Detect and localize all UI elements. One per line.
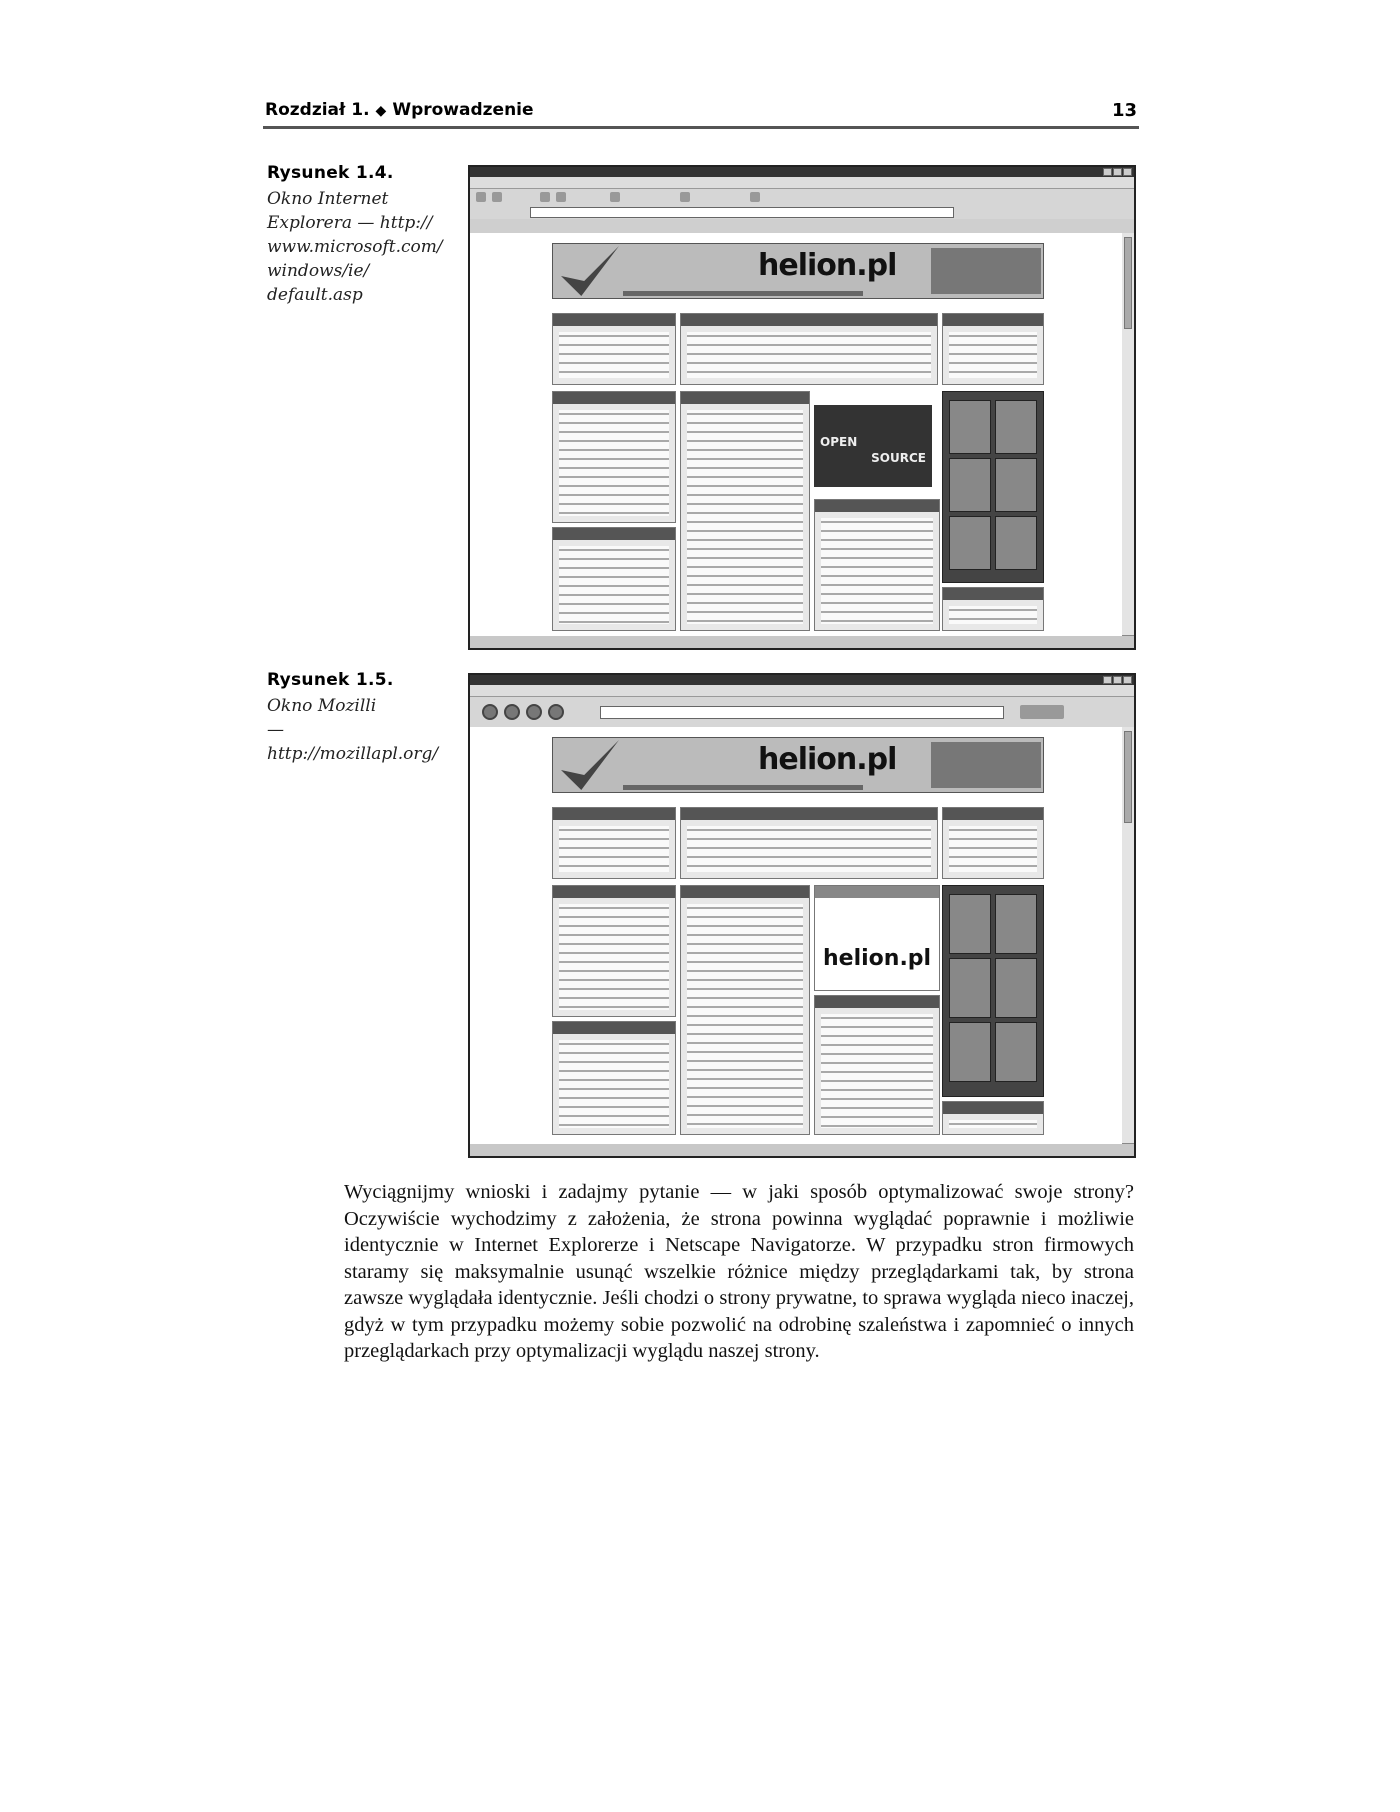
checkmark-logo-icon <box>561 740 619 790</box>
history-icon <box>750 192 760 202</box>
status-bar <box>470 1143 1134 1156</box>
url-field <box>600 706 1004 719</box>
search-box <box>552 313 676 385</box>
categories-box <box>552 1021 676 1135</box>
favorites-icon <box>680 192 690 202</box>
body-paragraph: Wyciągnijmy wnioski i zadajmy pytanie — w jaki sposób optymalizować swoje strony? Oczywiście wychodzimy z założenia, że strona powinna wyglądać poprawnie i możliwie identycznie w Internet Explorerze i Netscape Navigatorze. W przypadku stron firmowych staramy się maksymalnie usunąć wszelkie różnice między przeglądarkami tak, by strona zawsze wyglądała identycznie. Jeśli chodzi o strony prywatne, to sprawa wygląda nieco inaczej, gdyż w tym przypadku możemy sobie pozwolić na odrobinę szaleństwa i zapomnieć o innych przeglądarkach przy optymalizacji wyglądu naszej strony. <box>344 1181 1134 1362</box>
figure-caption-1-4 <box>267 163 457 307</box>
scroll-thumb <box>1124 237 1132 329</box>
chapter-heading <box>265 100 534 120</box>
maximize-icon <box>1113 168 1122 176</box>
book-covers <box>942 885 1044 1097</box>
figure-caption-1-5 <box>267 670 457 766</box>
status-bar <box>470 635 1134 648</box>
address-field <box>530 207 954 218</box>
menu-bar <box>470 177 1134 189</box>
banner-graphic <box>931 742 1041 788</box>
forward-icon <box>492 192 502 202</box>
links-bar <box>470 219 1134 234</box>
caption-line: www.microsoft.com/ <box>267 237 443 257</box>
articles-box <box>680 885 810 1135</box>
banner-bar <box>623 291 863 296</box>
close-icon <box>1123 676 1132 684</box>
close-icon <box>1123 168 1132 176</box>
home-icon <box>556 192 566 202</box>
poll-box <box>814 995 940 1135</box>
minimize-icon <box>1103 676 1112 684</box>
page-number: 13 <box>1111 100 1137 121</box>
menu-box <box>942 807 1044 879</box>
figure-number: Rysunek 1.4. <box>267 163 394 183</box>
site-banner <box>552 737 1044 793</box>
caption-line: Okno Internet <box>267 189 389 209</box>
banner-graphic <box>931 248 1041 294</box>
poll-box <box>814 499 940 631</box>
newsletter-box <box>552 885 676 1017</box>
banner-bar <box>623 785 863 790</box>
forward-icon <box>504 704 520 720</box>
web-page <box>470 233 1122 636</box>
menu-box <box>942 313 1044 385</box>
caption-line: — http://mozillapl.org/ <box>267 720 439 764</box>
navigation-toolbar <box>470 697 1134 728</box>
news-box <box>680 313 938 385</box>
window-titlebar <box>470 675 1134 685</box>
caption-line: windows/ie/ <box>267 261 370 281</box>
promo-bottom-text: SOURCE <box>871 451 926 465</box>
window-buttons <box>1103 676 1132 684</box>
stop-icon <box>548 704 564 720</box>
search-button <box>1020 705 1064 719</box>
back-icon <box>482 704 498 720</box>
mozilla-screenshot <box>468 673 1136 1158</box>
menu-bar <box>470 685 1134 697</box>
reload-icon <box>526 704 542 720</box>
scroll-thumb <box>1124 731 1132 823</box>
web-page <box>470 727 1122 1144</box>
site-logo-text: helion.pl <box>758 248 897 283</box>
bestseller-box <box>942 1101 1044 1135</box>
figure-caption-text <box>267 187 457 307</box>
minimize-icon <box>1103 168 1112 176</box>
header-rule <box>263 126 1139 129</box>
caption-line: Explorera — http:// <box>267 213 433 233</box>
search-icon <box>610 192 620 202</box>
articles-box <box>680 391 810 631</box>
categories-box <box>552 527 676 631</box>
caption-line: Okno Mozilli <box>267 696 377 716</box>
site-banner <box>552 243 1044 299</box>
caption-line: default.asp <box>267 285 363 305</box>
site-logo-text: helion.pl <box>758 742 897 777</box>
back-icon <box>476 192 486 202</box>
toolbar <box>470 189 1134 206</box>
vertical-scrollbar <box>1121 233 1134 636</box>
diamond-icon: ◆ <box>375 103 387 119</box>
book-covers <box>942 391 1044 583</box>
maximize-icon <box>1113 676 1122 684</box>
promo-top-text: OPEN <box>820 435 858 449</box>
window-titlebar <box>470 167 1134 177</box>
address-bar <box>470 205 1134 220</box>
running-header <box>265 100 1137 126</box>
window-buttons <box>1103 168 1132 176</box>
ie-screenshot <box>468 165 1136 650</box>
promo-logo-text: helion.pl <box>823 946 932 971</box>
news-box <box>680 807 938 879</box>
refresh-icon <box>540 192 550 202</box>
chapter-label: Rozdział 1. <box>265 100 370 120</box>
newsletter-box <box>552 391 676 523</box>
chapter-title: Wprowadzenie <box>392 100 534 120</box>
helion-promo <box>814 885 940 991</box>
figure-caption-text <box>267 694 457 766</box>
bestseller-box <box>942 587 1044 631</box>
search-box <box>552 807 676 879</box>
open-source-promo <box>814 405 932 487</box>
figure-number: Rysunek 1.5. <box>267 670 394 690</box>
checkmark-logo-icon <box>561 246 619 296</box>
vertical-scrollbar <box>1121 727 1134 1144</box>
